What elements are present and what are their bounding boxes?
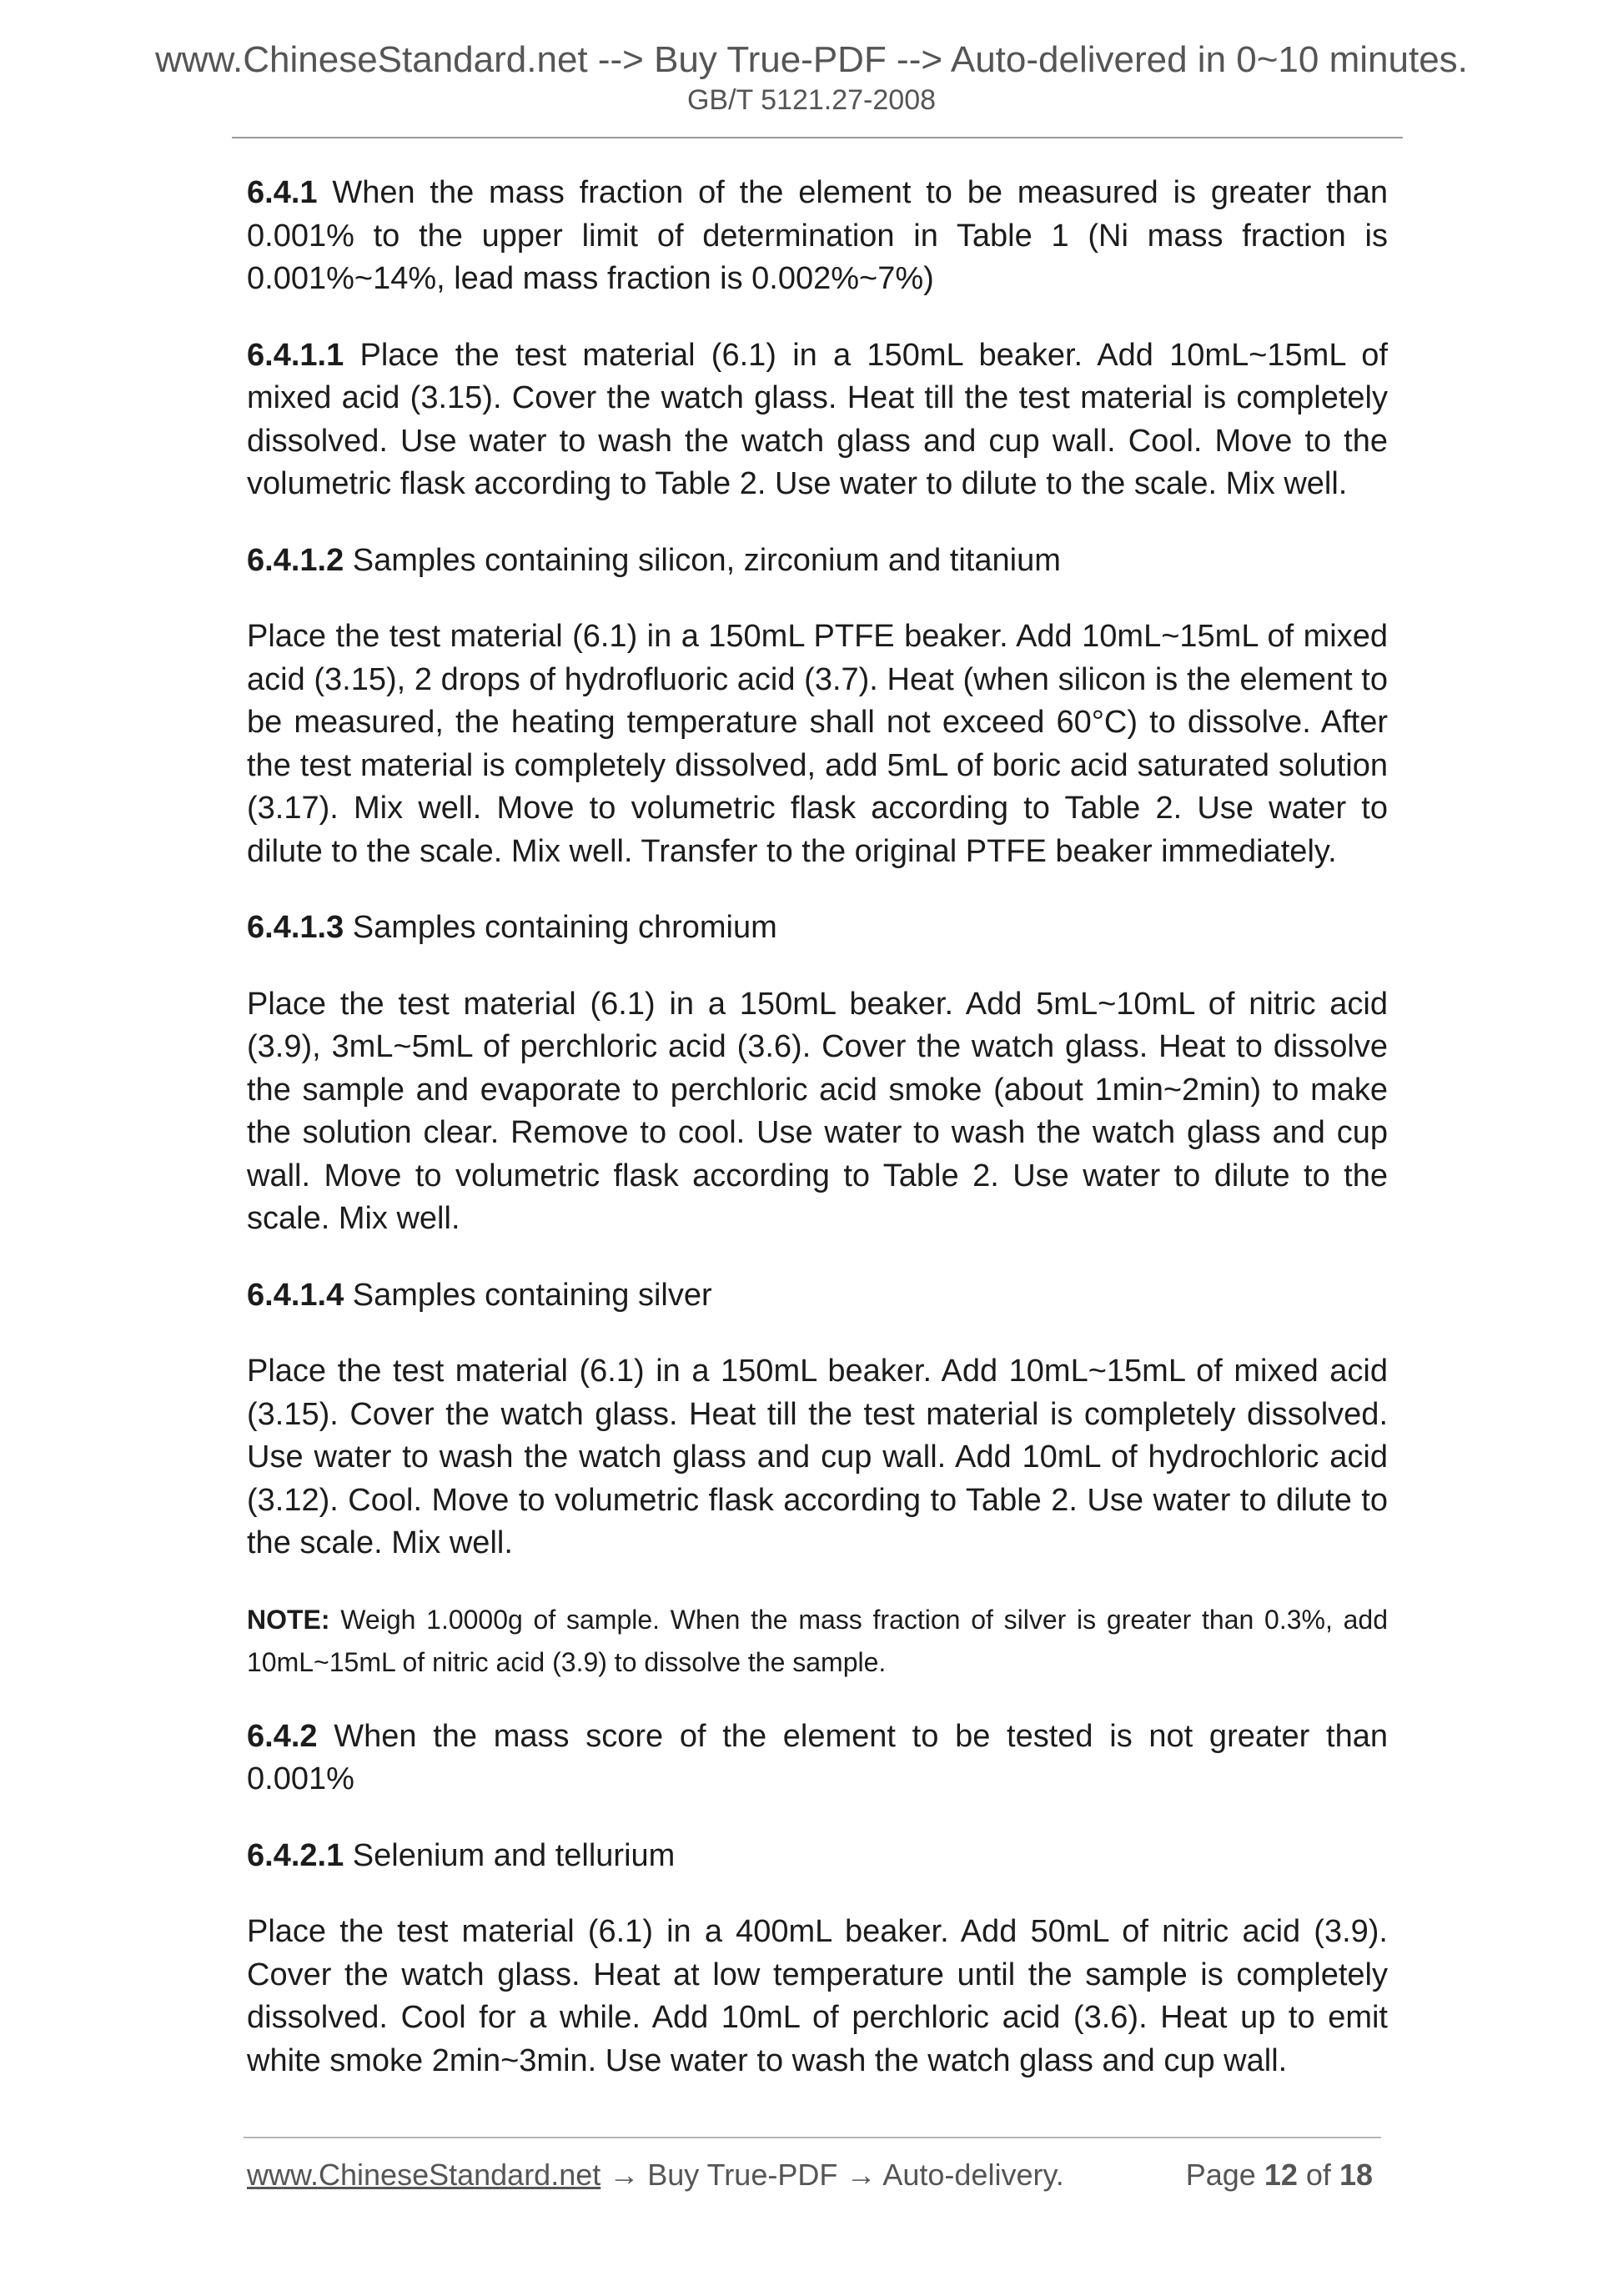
clause-number: 6.4.1.1 <box>247 337 344 373</box>
clause-text: When the mass score of the element to be tested is not greater than 0.001% <box>247 1718 1388 1796</box>
clause-heading: Samples containing silicon, zirconium and titanium <box>344 542 1061 578</box>
clause-6-4-1-1 <box>247 334 1388 506</box>
clause-heading: Selenium and tellurium <box>344 1837 676 1873</box>
header-banner: www.ChineseStandard.net --> Buy True-PDF --> Auto-delivered in 0~10 minutes. <box>155 39 1468 80</box>
clause-6-4-1 <box>247 172 1388 301</box>
of-label: of <box>1305 2158 1331 2192</box>
clause-number: 6.4.1.4 <box>247 1277 344 1313</box>
site-link[interactable]: www.ChineseStandard.net <box>247 2158 601 2192</box>
clause-text: When the mass fraction of the element to be measured is greater than 0.001% to the upper limit of determination in Table 1 (Ni mass fraction is 0.001%~14%, lead mass fraction is 0.002%~7%) <box>247 175 1388 296</box>
note-text: Weigh 1.0000g of sample. When the mass fraction of silver is greater than 0.3%, add 10mL~15mL of nitric acid (3.9) to dissolve the sample. <box>247 1604 1388 1677</box>
arrow-icon: → <box>600 2158 648 2192</box>
footer-divider <box>244 2137 1381 2138</box>
paragraph: Place the test material (6.1) in a 400mL beaker. Add 50mL of nitric acid (3.9). Cover the watch glass. Heat at low temperature until the sample is completely dissolved. Cool for a while. Add 10mL of perchloric acid (3.6). Heat up to emit white smoke 2min~3min. Use water to wash the watch glass and cup wall. <box>247 1914 1388 2078</box>
paragraph: Place the test material (6.1) in a 150mL beaker. Add 10mL~15mL of mixed acid (3.15). Cover the watch glass. Heat till the test material is completely dissolved. Use water to wash the watch glass and cup wall. Add 10mL of hydrochloric acid (3.12). Cool. Move to volumetric flask according to Table 2. Use water to dilute to the scale. Mix well. <box>247 1354 1388 1560</box>
clause-number: 6.4.1.3 <box>247 910 344 945</box>
page-indicator <box>1186 2157 1373 2193</box>
footer-links <box>247 2157 1064 2193</box>
clause-text: Place the test material (6.1) in a 150mL beaker. Add 10mL~15mL of mixed acid (3.15). Cover the watch glass. Heat till the test material is completely dissolved. Use water to wash the watch glass and cup wall. Cool. Move to the volumetric flask according to Table 2. Use water to dilute to the scale. Mix well. <box>247 337 1388 501</box>
clause-heading: Samples containing chromium <box>344 910 777 945</box>
page-total: 18 <box>1339 2158 1373 2192</box>
clause-number: 6.4.2.1 <box>247 1837 344 1873</box>
standard-code: GB/T 5121.27-2008 <box>686 84 937 116</box>
note-label: NOTE: <box>247 1604 330 1635</box>
document-body <box>247 172 1388 2116</box>
paragraph: Place the test material (6.1) in a 150mL beaker. Add 5mL~10mL of nitric acid (3.9), 3mL~5mL of perchloric acid (3.6). Cover the watch glass. Heat to dissolve the sample and evaporate to perchloric acid smoke (about 1min~2min) to make the solution clear. Remove to cool. Use water to wash the watch glass and cup wall. Move to volumetric flask according to Table 2. Use water to dilute to the scale. Mix well. <box>247 986 1388 1236</box>
clause-number: 6.4.1 <box>247 175 318 210</box>
arrow-icon: → <box>837 2158 883 2192</box>
clause-number: 6.4.2 <box>247 1718 318 1754</box>
auto-delivery-text: Auto-delivery. <box>882 2158 1064 2192</box>
clause-6-4-1-3 <box>247 907 1388 950</box>
note <box>247 1599 1388 1684</box>
page-label: Page <box>1185 2158 1256 2192</box>
paragraph: Place the test material (6.1) in a 150mL PTFE beaker. Add 10mL~15mL of mixed acid (3.15), 2 drops of hydrofluoric acid (3.7). Heat (when silicon is the element to be measured, the heating temperature shall not exceed 60°C) to dissolve. After the test material is completely dissolved, add 5mL of boric acid saturated solution (3.17). Mix well. Move to volumetric flask according to Table 2. Use water to dilute to the scale. Mix well. Transfer to the original PTFE beaker immediately. <box>247 619 1388 869</box>
clause-heading: Samples containing silver <box>344 1277 712 1313</box>
clause-6-4-2 <box>247 1716 1388 1801</box>
clause-number: 6.4.1.2 <box>247 542 344 578</box>
page-current: 12 <box>1264 2158 1298 2192</box>
clause-6-4-2-1 <box>247 1835 1388 1878</box>
buy-pdf-text: Buy True-PDF <box>647 2158 838 2192</box>
clause-6-4-1-2 <box>247 540 1388 583</box>
clause-6-4-1-4 <box>247 1274 1388 1318</box>
header-divider <box>232 137 1403 138</box>
